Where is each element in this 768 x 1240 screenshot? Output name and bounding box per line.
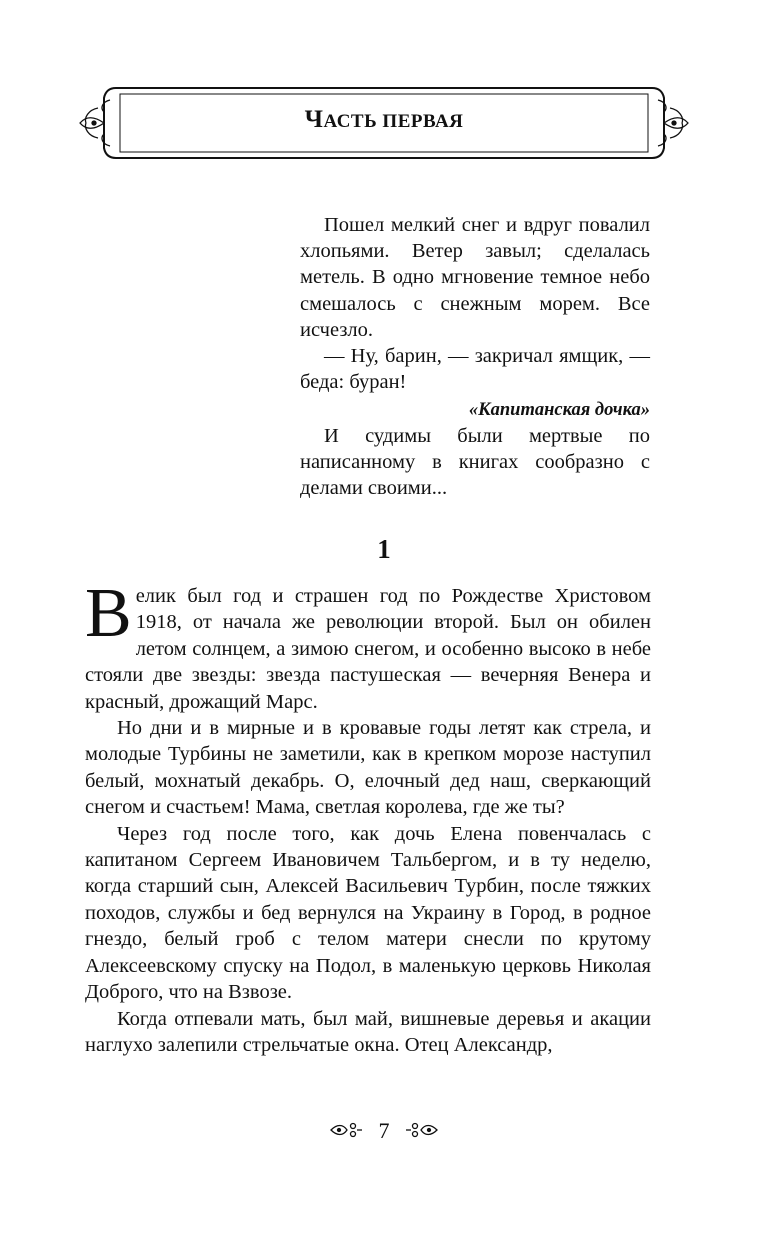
page-footer bbox=[0, 1118, 768, 1146]
paragraph bbox=[85, 575, 651, 715]
chapter-number: 1 bbox=[377, 534, 391, 564]
epigraph-pushkin bbox=[300, 212, 650, 424]
page-number: 7 bbox=[378, 1118, 390, 1143]
chapter-header bbox=[76, 78, 692, 168]
paragraph: Когда отпевали мать, был май, вишневые деревья и акации наглухо залепили стрельчатые окна. Отец Александр, bbox=[85, 1007, 651, 1056]
paragraph-text: елик был год и страшен год по Рождестве Христовом 1918, от начала же революции второй. Был он обилен летом солнцем, а зимою снегом, и особенно высоко в небе стояли две звезды: звезда пастушеская — вечерняя Венера и красный, дрожащий Марс. bbox=[85, 585, 651, 713]
left-flourish-icon bbox=[329, 1120, 363, 1146]
epigraph-revelation bbox=[300, 423, 650, 502]
chapter-title-rest: АСТЬ ПЕРВАЯ bbox=[323, 111, 464, 132]
epigraph-text: И судимы были мертвые по написанному в книгах сообразно с делами своими... bbox=[300, 425, 650, 500]
epigraph-dialog: — Ну, барин, — закричал ямщик, — беда: буран! bbox=[300, 345, 650, 394]
paragraph: Через год после того, как дочь Елена повенчалась с капитаном Сергеем Ивановичем Тальбергом, и в ту неделю, когда старший сын, Алексей Васильевич Турбин, после тяжких походов, службы и бед вернулся на Украину в Город, в родное гнездо, белый гроб с телом матери снесли по крутому Алексеевскому спуску на Подол, в маленькую церковь Николая Доброго, что на Взвозе. bbox=[85, 822, 651, 1004]
epigraph-text: Пошел мелкий снег и вдруг повалил хлопьями. Ветер завыл; сделалась метель. В одно мгновение темное небо смешалось с снежным морем. Все исчезло. bbox=[300, 214, 650, 341]
body-text bbox=[85, 575, 651, 1058]
epigraph-source: «Капитанская дочка» bbox=[468, 400, 650, 421]
chapter-title bbox=[76, 106, 692, 134]
right-flourish-icon bbox=[405, 1120, 439, 1146]
paragraph: Но дни и в мирные и в кровавые годы летят как стрела, и молодые Турбины не заметили, как в крепком морозе наступил белый, мохнатый декабрь. О, елочный дед наш, сверкающий снегом и счастьем! Мама, светлая королева, где же ты? bbox=[85, 717, 651, 819]
chapter-title-initial: Ч bbox=[304, 106, 324, 133]
drop-cap: В bbox=[85, 575, 132, 652]
